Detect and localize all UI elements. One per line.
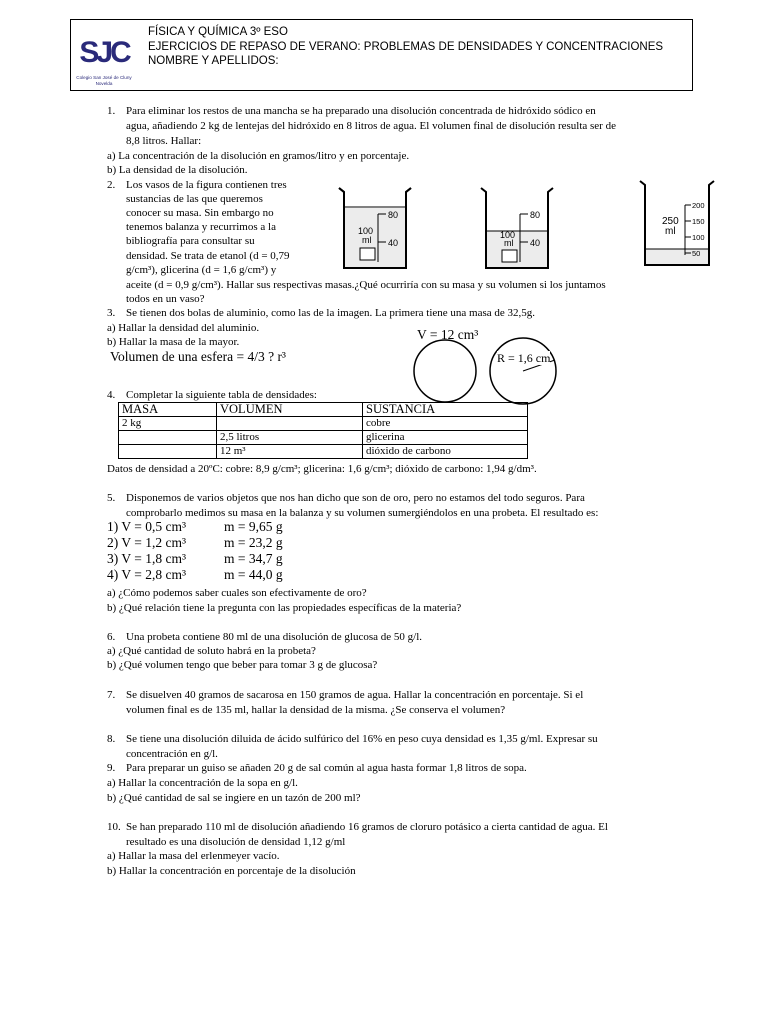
density-table (118, 402, 528, 459)
q6-number: 6. (107, 631, 116, 643)
q5-item-mass: m = 34,7 g (224, 551, 283, 566)
density-table-header-row (119, 403, 528, 417)
beaker-2-figure (478, 186, 556, 272)
sphere-1-label: V = 12 cm³ (417, 327, 479, 342)
beaker-1-mark-40: 40 (388, 238, 399, 248)
q6-part-a: a) ¿Qué cantidad de soluto habrá en la probeta? (107, 645, 316, 657)
q1-part-a: a) La concentración de la disolución en gramos/litro y en porcentaje. (107, 150, 410, 162)
q4-number: 4. (107, 389, 116, 401)
beaker-2-volume: 100 (500, 230, 516, 240)
q3-part-b: b) Hallar la masa de la mayor. (107, 336, 240, 348)
beaker-3-figure (637, 179, 717, 269)
aluminium-spheres-figure (412, 336, 562, 406)
density-table-cell: cobre (363, 417, 528, 431)
q10-number: 10. (107, 821, 121, 833)
q1-line1: Para eliminar los restos de una mancha se ha preparado una disolución concentrada de hidróxido sódico en (126, 105, 596, 117)
q2-number: 2. (107, 179, 116, 191)
density-table-cell: glicerina (363, 431, 528, 445)
q5-item-mass: m = 23,2 g (224, 535, 283, 550)
q3-line1: Se tienen dos bolas de aluminio, como las de la imagen. La primera tiene una masa de 32,5g. (126, 307, 536, 319)
q5-item-volume: 1) V = 0,5 cm³ (107, 519, 187, 534)
q1-number: 1. (107, 105, 116, 117)
q2-line6: densidad. Se trata de etanol (d = 0,79 (126, 250, 290, 262)
q2-line2: sustancias de las que queremos (126, 193, 263, 205)
beaker-3-mark-50: 50 (692, 249, 701, 258)
q2-line1: Los vasos de la figura contienen tres (126, 179, 287, 191)
beaker-1-volume: 100 (358, 226, 374, 236)
density-table-cell: 2 kg (119, 417, 217, 431)
q10-part-b: b) Hallar la concentración en porcentaje de la disolución (107, 865, 356, 877)
q4-line1: Completar la siguiente tabla de densidades: (126, 389, 317, 401)
q7-number: 7. (107, 689, 116, 701)
q6-part-b: b) ¿Qué volumen tengo que beber para tomar 3 g de glucosa? (107, 659, 378, 671)
q5-item-volume: 4) V = 2,8 cm³ (107, 567, 187, 582)
logo-monogram: SJC (79, 36, 129, 69)
q8-line1: Se tiene una disolución diluida de ácido sulfúrico del 16% en peso cuya densidad es 1,35 g/ml. Expresar su (126, 733, 598, 745)
q5-item-volume: 2) V = 1,2 cm³ (107, 535, 187, 550)
beaker-3-unit: ml (665, 226, 676, 237)
q5-line1: Disponemos de varios objetos que nos han dicho que son de oro, pero no estamos del todo seguros. Para (126, 492, 585, 504)
q10-line2: resultado es una disolución de densidad 1,12 g/ml (126, 836, 346, 848)
q5-part-b: b) ¿Qué relación tiene la pregunta con las propiedades específicas de la materia? (107, 602, 462, 614)
q1-part-b: b) La densidad de la disolución. (107, 164, 248, 176)
logo-city: Novelda (95, 81, 113, 86)
header-subject: FÍSICA Y QUÍMICA 3º ESO (148, 26, 288, 38)
q2-line4: tenemos balanza y recurrimos a la (126, 221, 276, 233)
q10-part-a: a) Hallar la masa del erlenmeyer vacío. (107, 850, 280, 862)
density-table-row (119, 431, 528, 445)
q5-line2: comprobarlo medimos su masa en la balanza y su volumen sumergiéndolos en una probeta. El resultado es: (126, 507, 599, 519)
school-logo (74, 22, 134, 88)
header-title: EJERCICIOS DE REPASO DE VERANO: PROBLEMAS DE DENSIDADES Y CONCENTRACIONES (148, 41, 664, 53)
density-table-header: MASA (119, 403, 217, 417)
q7-line1: Se disuelven 40 gramos de sacarosa en 150 gramos de agua. Hallar la concentración en porcentaje. Si el (126, 689, 584, 701)
beaker-2-unit: ml (504, 238, 514, 248)
beaker-3-volume: 250 (662, 216, 679, 227)
q6-line1: Una probeta contiene 80 ml de una disolución de glucosa de 50 g/l. (126, 631, 423, 643)
q9-part-a: a) Hallar la concentración de la sopa en g/l. (107, 777, 298, 789)
density-table-row (119, 417, 528, 431)
q9-part-b: b) ¿Qué cantidad de sal se ingiere en un tazón de 200 ml? (107, 792, 361, 804)
beaker-1-mark-80: 80 (388, 210, 399, 220)
q1-line3: 8,8 litros. Hallar: (126, 135, 202, 147)
beaker-3-mark-150: 150 (692, 217, 705, 226)
q4-density-data: Datos de densidad a 20ºC: cobre: 8,9 g/cm³; glicerina: 1,6 g/cm³; dióxido de carbono: 1,94 g/dm³. (107, 463, 537, 475)
q2-line3: conocer su masa. Sin embargo no (126, 207, 274, 219)
q2-line7: g/cm³), glicerina (d = 1,6 g/cm³) y (126, 264, 277, 276)
sphere-volume-formula: Volumen de una esfera = 4/3 ? r³ (110, 349, 286, 364)
q7-line2: volumen final es de 135 ml, hallar la densidad de la misma. ¿Se conserva el volumen? (126, 704, 506, 716)
q2-line5: bibliografía para consultar su (126, 235, 255, 247)
density-table-cell (119, 431, 217, 445)
beaker-3-mark-200: 200 (692, 201, 705, 210)
header-name-field: NOMBRE Y APELLIDOS: (148, 55, 279, 67)
q1-line2: agua, añadiendo 2 kg de lentejas del hidróxido en 8 litros de agua. El volumen final de disolución resulta ser de (126, 120, 616, 132)
q5-part-a: a) ¿Cómo podemos saber cuales son efectivamente de oro? (107, 587, 367, 599)
q2-line9: todos en un vaso? (126, 293, 205, 305)
density-table-header: SUSTANCIA (363, 403, 528, 417)
q9-number: 9. (107, 762, 116, 774)
q10-line1: Se han preparado 110 ml de disolución añadiendo 16 gramos de cloruro potásico a cierta cantidad de agua. El (126, 821, 608, 833)
q5-item-mass: m = 9,65 g (224, 519, 283, 534)
density-table-header: VOLUMEN (217, 403, 363, 417)
density-table-row (119, 445, 528, 459)
q9-line1: Para preparar un guiso se añaden 20 g de sal común al agua hasta formar 1,8 litros de sopa. (126, 762, 527, 774)
q8-number: 8. (107, 733, 116, 745)
beaker-1-unit: ml (362, 235, 372, 245)
density-table-cell (217, 417, 363, 431)
beaker-2-mark-80: 80 (530, 210, 541, 220)
q5-number: 5. (107, 492, 116, 504)
q3-number: 3. (107, 307, 116, 319)
density-table-cell: 2,5 litros (217, 431, 363, 445)
sphere-2-label: R = 1,6 cm (497, 351, 551, 365)
logo-school: Colegio San José de Cluny (76, 75, 132, 80)
q3-part-a: a) Hallar la densidad del aluminio. (107, 322, 260, 334)
density-table-cell (119, 445, 217, 459)
q8-line2: concentración en g/l. (126, 748, 218, 760)
q5-item-volume: 3) V = 1,8 cm³ (107, 551, 187, 566)
density-table-cell: 12 m³ (217, 445, 363, 459)
beaker-2-mark-40: 40 (530, 238, 541, 248)
q2-line8: aceite (d = 0,9 g/cm³). Hallar sus respectivas masas.¿Qué ocurriría con su masa y su volumen si los juntamos (126, 279, 606, 291)
beaker-3-mark-100: 100 (692, 233, 705, 242)
beaker-1-figure (336, 186, 414, 272)
density-table-cell: dióxido de carbono (363, 445, 528, 459)
q5-item-mass: m = 44,0 g (224, 567, 283, 582)
